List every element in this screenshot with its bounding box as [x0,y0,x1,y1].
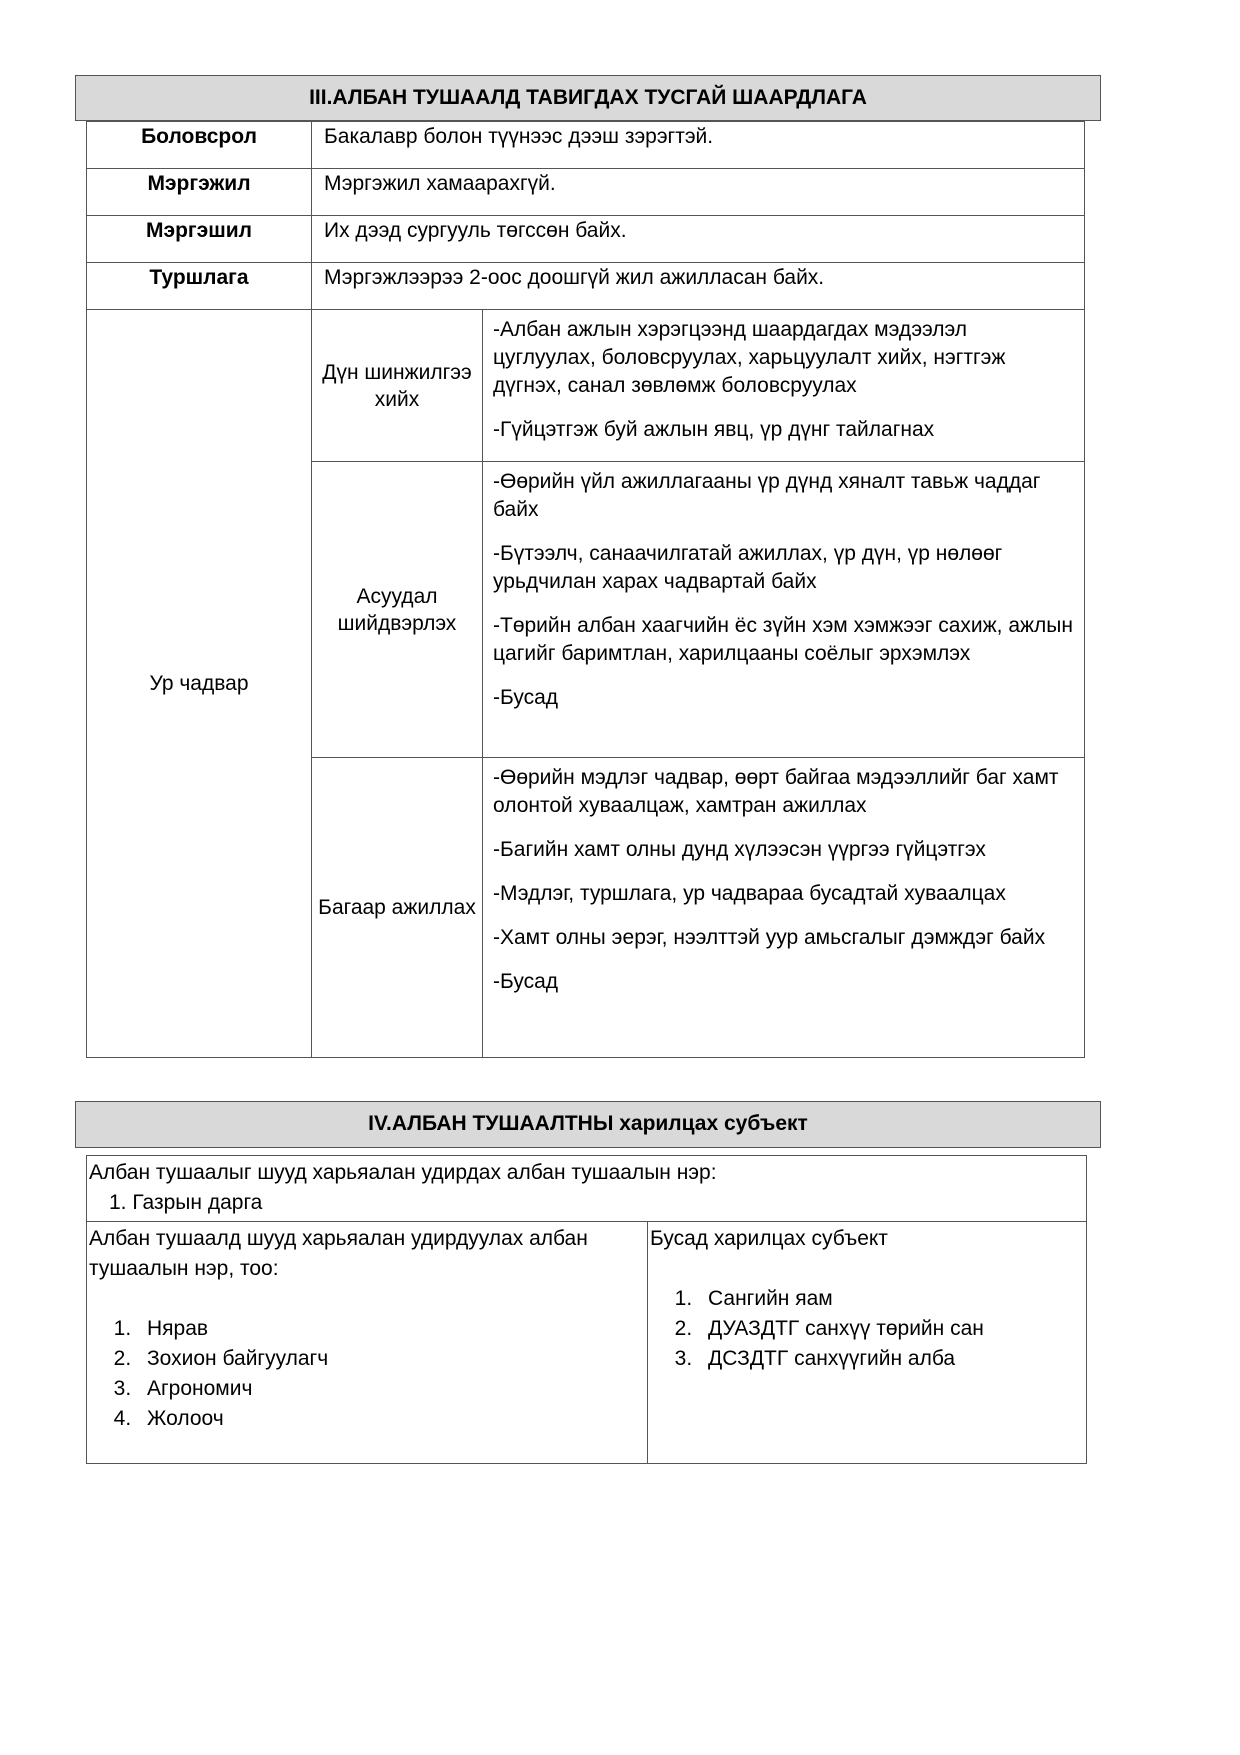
section-4-title: IV.АЛБАН ТУШААЛТНЫ харилцах субъект [75,1101,1101,1148]
profession-value: Мэргэжил хамаарахгүй. [312,169,1085,216]
table-row [87,1222,1087,1464]
list-item: 1. Нярав [137,1314,645,1344]
subordinates-label: Албан тушаалд шууд харьяалан удирдуулах албан тушаалын нэр, тоо: [89,1227,588,1280]
experience-value: Мэргэжлээрээ 2-оос доошгүй жил ажилласан байх. [312,263,1085,310]
list-item: -Өөрийн мэдлэг чадвар, өөрт байгаа мэдээллийг баг хамт олонтой хуваалцаж, хамтран ажиллах [493,766,1059,817]
table-row [87,1156,1087,1222]
list-item: -Бүтээлч, санаачилгатай ажиллах, үр дүн, үр нөлөөг урьдчилан харах чадвартай байх [493,542,1003,593]
subordinates-list [89,1314,645,1434]
list-item: 4. Жолооч [137,1404,645,1434]
list-item: -Хамт олны эерэг, нээлттэй уур амьсгалыг дэмждэг байх [493,926,1046,949]
list-item: -Бусад [493,970,559,993]
profession-label: Мэргэжил [87,169,312,216]
skills-label: Ур чадвар [87,310,312,1058]
education-value: Бакалавр болон түүнээс дээш зэрэгтэй. [312,122,1085,169]
list-item: 1. Сангийн яам [698,1284,1084,1314]
skill-name-analysis: Дүн шинжилгээ хийх [312,310,483,462]
section-3-title: III.АЛБАН ТУШААЛД ТАВИГДАХ ТУСГАЙ ШААРДЛАГА [75,75,1101,121]
list-item: -Төрийн албан хаагчийн ёс зүйн хэм хэмжээг сахиж, ажлын цагийг баримтлан, харилцааны соёлыг эрхэмлэх [493,614,1073,665]
other-subjects-label: Бусад харилцах субъект [650,1227,888,1250]
list-item: 3. ДСЗДТГ санхүүгийн алба [698,1344,1084,1374]
skill-items-analysis [483,310,1085,462]
supervisor-label: Албан тушаалыг шууд харьяалан удирдах албан тушаалын нэр: [89,1161,717,1184]
list-item: -Өөрийн үйл ажиллагааны үр дүнд хяналт тавьж чаддаг байх [493,470,1041,521]
other-subjects-cell [648,1222,1087,1464]
table-row [87,169,1085,216]
list-item: 1. Газрын дарга [99,1188,1084,1218]
list-item: 2. Зохион байгуулагч [137,1344,645,1374]
subordinates-cell [87,1222,648,1464]
list-item: -Гүйцэтгэж буй ажлын явц, үр дүнг тайлагнах [493,418,935,441]
table-row [87,122,1085,169]
table-row [87,216,1085,263]
subjects-table [86,1155,1087,1464]
list-item: -Бусад [493,686,559,709]
supervisor-list [89,1188,1084,1218]
list-item: 3. Агрономич [137,1374,645,1404]
list-item: -Багийн хамт олны дунд хүлээсэн үүргээ гүйцэтгэх [493,838,986,861]
education-label: Боловсрол [87,122,312,169]
skill-name-problem-solving: Асуудал шийдвэрлэх [312,462,483,758]
skill-items-problem-solving [483,462,1085,758]
list-item: -Албан ажлын хэрэгцээнд шаардагдах мэдээлэл цуглуулах, боловсруулах, харьцуулалт хийх, нэгтгэж дүгнэх, санал зөвлөмж боловсруулах [493,318,1006,397]
other-subjects-list [650,1284,1084,1374]
supervisor-cell [87,1156,1087,1222]
qualification-value: Их дээд сургууль төгссөн байх. [312,216,1085,263]
requirements-table [86,121,1085,1058]
experience-label: Туршлага [87,263,312,310]
skill-items-teamwork [483,758,1085,1058]
qualification-label: Мэргэшил [87,216,312,263]
table-row [87,263,1085,310]
list-item: -Мэдлэг, туршлага, ур чадвараа бусадтай хуваалцах [493,882,1006,905]
table-row [87,310,1085,462]
list-item: 2. ДУАЗДТГ санхүү төрийн сан [698,1314,1084,1344]
skill-name-teamwork: Багаар ажиллах [312,758,483,1058]
